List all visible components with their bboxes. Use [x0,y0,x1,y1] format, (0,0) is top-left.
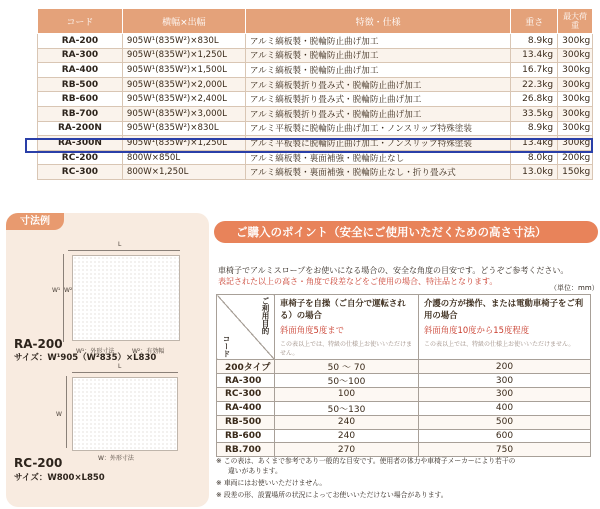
spec-feature: アルミ縞板製・脱輪防止曲げ加工 [245,34,511,49]
height-assist: 300 [419,374,591,388]
spec-code: RB-500 [38,77,123,92]
ra-W2-label: W² [64,287,73,294]
height-header-assist [419,295,591,360]
height-code: RC-300 [217,388,275,402]
note-1: ※ この表は、あくまで参考であり一般的な目安です。使用者の体力や車椅子メーカーにより若干の [216,457,516,465]
spec-row [38,63,593,78]
height-code: 200タイプ [217,360,275,374]
self-angle: 斜面角度5度まで [280,325,344,335]
ra-L-line [68,250,180,251]
ra-outer-label: W¹：外形寸法 [76,348,115,355]
rc-W-line [66,376,67,448]
spec-size: 905W¹(835W²)×830L [122,121,245,136]
spec-feature: アルミ縞板製折り畳み式・脱輪防止曲げ加工 [245,77,511,92]
rc-W-label: W [56,411,62,418]
spec-weight: 8.9kg [511,121,558,136]
ra-W1-label: W¹ [52,287,61,294]
spec-header-load: 最大荷重 [558,9,593,34]
height-self: 50〜100 [275,374,419,388]
spec-row [38,121,593,136]
unit-label: （単位：mm） [550,284,599,292]
spec-load: 300kg [558,121,593,136]
height-code: RB.700 [217,443,275,457]
dimension-panel [6,213,209,507]
height-self: 240 [275,415,419,429]
height-header-self [275,295,419,360]
height-assist: 300 [419,388,591,402]
ra-plate-image [72,255,180,341]
spec-size: 800W×1,250L [122,165,245,180]
spec-size: 905W¹(835W²)×2,400L [122,92,245,107]
points-intro: 車椅子でアルミスロープをお使いになる場合の、安全な角度の目安です。どうぞご参考ください。 [218,266,569,275]
rc-L-line [72,372,178,373]
spec-row [38,165,593,180]
spec-feature: アルミ縞板製折り畳み式・脱輪防止曲げ加工 [245,106,511,121]
spec-size: 905W¹(835W²)×830L [122,34,245,49]
self-note: この表以上では、特級の仕様上お使いいただけません。 [280,341,413,357]
height-assist: 600 [419,429,591,443]
spec-weight: 8.0kg [511,150,558,165]
height-code: RB-500 [217,415,275,429]
note-1b: 違いがあります。 [228,467,282,475]
height-code: RA-300 [217,374,275,388]
spec-header-size: 横幅×出幅 [122,9,245,34]
height-assist: 200 [419,360,591,374]
height-code: RB-600 [217,429,275,443]
spec-feature: アルミ平板製に脱輪防止曲げ加工・ノンスリップ特殊塗装 [245,136,511,151]
spec-row [38,92,593,107]
spec-code: RA-400 [38,63,123,78]
spec-code: RB-600 [38,92,123,107]
spec-row [38,106,593,121]
points-warning: 表記された以上の高さ・角度で段差などをご使用の場合、特注品となります。 [218,277,498,286]
rc-model: RC-200 [14,456,63,470]
assist-note: この表以上では、特級の仕様上お使いいただけません。 [424,341,575,348]
spec-feature: アルミ縞板製折り畳み式・脱輪防止曲げ加工 [245,92,511,107]
spec-code: RB-700 [38,106,123,121]
height-assist: 750 [419,443,591,457]
height-header-diagonal [217,295,275,360]
spec-body [38,34,593,180]
points-title: ご購入のポイント（安全にご使用いただくための高さ寸法） [214,221,598,243]
spec-feature: アルミ縞板製・裏面補強・脱輪防止なし・折り畳み式 [245,165,511,180]
spec-size: 905W¹(835W²)×1,250L [122,48,245,63]
rc-L-label: L [118,363,122,370]
rc-size: サイズ：W800×L850 [14,473,105,483]
ra-size: サイズ：W¹905（W²835）×L830 [14,353,157,363]
height-assist: 500 [419,415,591,429]
spec-row [38,48,593,63]
spec-code: RA-200N [38,121,123,136]
spec-load: 300kg [558,63,593,78]
spec-weight: 16.7kg [511,63,558,78]
spec-header-code: コード [38,9,123,34]
height-row [217,360,591,374]
spec-load: 300kg [558,34,593,49]
height-row [217,374,591,388]
spec-weight: 13.0kg [511,165,558,180]
height-self: 100 [275,388,419,402]
spec-load: 200kg [558,150,593,165]
note-2: ※ 車両にはお使いいただけません。 [216,479,327,487]
spec-code: RA-200 [38,34,123,49]
spec-weight: 33.5kg [511,106,558,121]
dimension-tag: 寸法例 [6,213,64,230]
spec-feature: アルミ縞板製・脱輪防止曲げ加工 [245,63,511,78]
spec-load: 300kg [558,92,593,107]
spec-feature: アルミ平板製に脱輪防止曲げ加工・ノンスリップ特殊塗装 [245,121,511,136]
spec-size: 905W¹(835W²)×3,000L [122,106,245,121]
spec-row [38,34,593,49]
height-assist: 400 [419,401,591,415]
spec-feature: アルミ縞板製・脱輪防止曲げ加工 [245,48,511,63]
spec-weight: 26.8kg [511,92,558,107]
height-header-row [217,295,591,360]
height-self: 50〜130 [275,401,419,415]
ra-L-label: L [118,241,122,248]
diag-purpose: ご利用目的 [261,297,270,335]
height-code: RA-400 [217,401,275,415]
spec-load: 300kg [558,48,593,63]
highlight-frame [25,138,593,153]
spec-code: RC-300 [38,165,123,180]
spec-weight: 22.3kg [511,77,558,92]
spec-feature: アルミ縞板製・裏面補強・脱輪防止なし [245,150,511,165]
spec-load: 300kg [558,106,593,121]
assist-title: 介護の方が操作、または電動車椅子をご利用の場合 [424,298,584,320]
ra-model: RA-200 [14,337,63,351]
spec-load: 150kg [558,165,593,180]
note-3: ※ 段差の形、設置場所の状況によってお使いいただけない場合があります。 [216,491,448,499]
spec-load: 300kg [558,77,593,92]
spec-code: RA-300N [38,136,123,151]
height-self: 50 〜 70 [275,360,419,374]
height-self: 270 [275,443,419,457]
height-row [217,415,591,429]
self-title: 車椅子を自操（ご自分で運転される）の場合 [280,298,406,320]
spec-weight: 13.4kg [511,48,558,63]
ra-inner-label: W²：有効幅 [132,348,165,355]
ra-W-line [63,254,64,342]
spec-size: 905W¹(835W²)×1,500L [122,63,245,78]
spec-size: 800W×850L [122,150,245,165]
spec-code: RA-300 [38,48,123,63]
spec-size: 905W¹(835W²)×1,250L [122,136,245,151]
spec-code: RC-200 [38,150,123,165]
rc-plate-image [72,377,178,451]
spec-weight: 13.4kg [511,136,558,151]
spec-header-row [38,9,593,34]
diag-code: コード [222,334,231,357]
height-row [217,429,591,443]
spec-weight: 8.9kg [511,34,558,49]
rc-outer-label: W：外形寸法 [98,455,134,462]
spec-table [37,8,593,180]
spec-header-feature: 特徴・仕様 [245,9,511,34]
spec-header-weight: 重さ [511,9,558,34]
height-row [217,388,591,402]
spec-load: 300kg [558,136,593,151]
spec-size: 905W¹(835W²)×2,000L [122,77,245,92]
height-table [216,294,591,457]
spec-row [38,77,593,92]
height-self: 240 [275,429,419,443]
assist-angle: 斜面角度10度から15度程度 [424,325,530,335]
height-row [217,401,591,415]
